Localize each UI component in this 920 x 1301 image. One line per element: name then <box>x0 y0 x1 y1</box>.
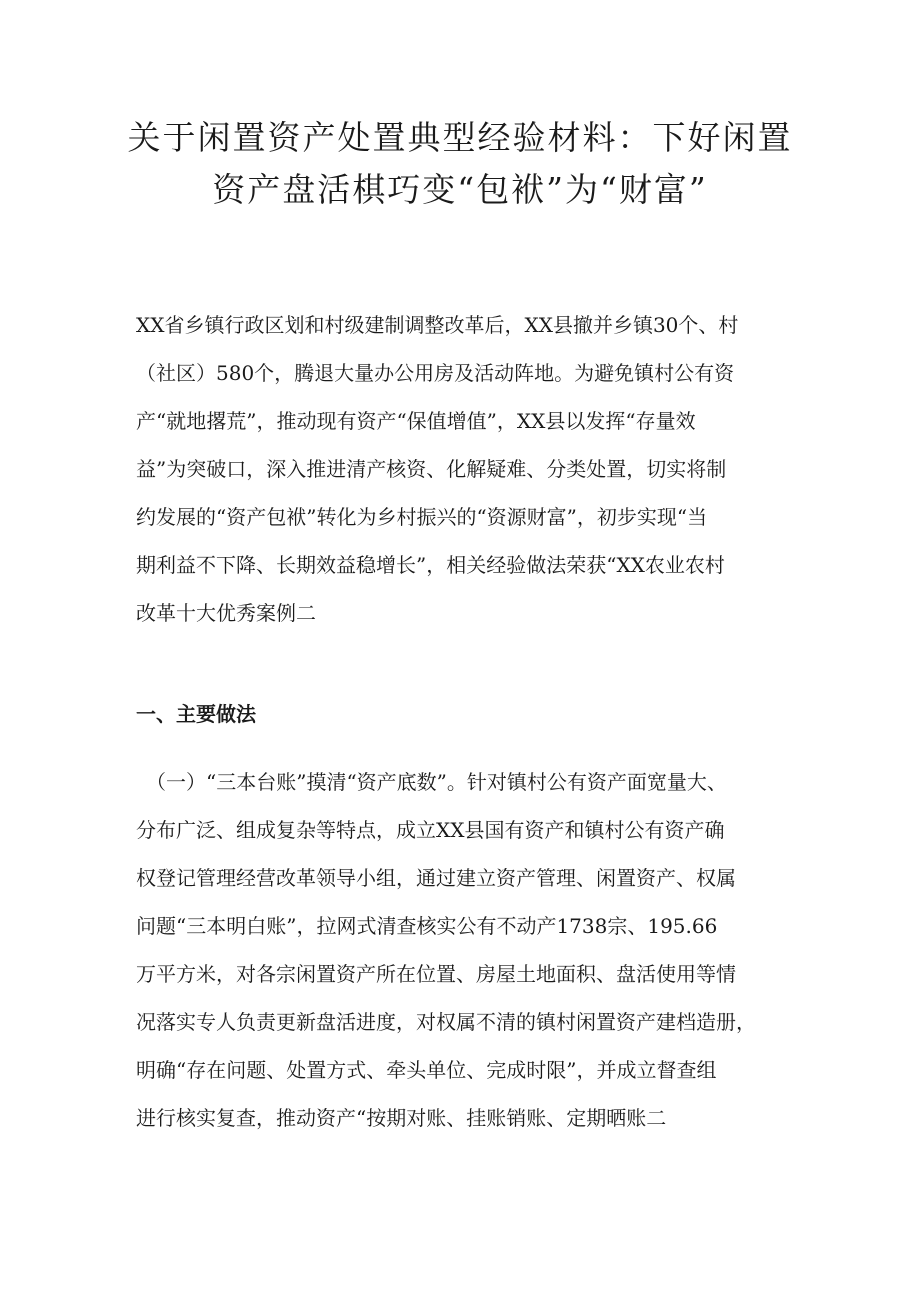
title-line-2: 资产盘活棋巧变“包袱”为“财富” <box>212 170 708 209</box>
title-line-1: 关于闲置资产处置典型经验材料：下好闲置 <box>127 118 793 157</box>
intro-line: （社区）580个，腾退大量办公用房及活动阵地。为避免镇村公有资 <box>136 361 735 385</box>
section1-line: 分布广泛、组成复杂等特点，成立XX县国有资产和镇村公有资产确 <box>136 818 725 842</box>
section1-line: 进行核实复查，推动资产“按期对账、挂账销账、定期晒账二 <box>136 1106 667 1130</box>
intro-line: XX省乡镇行政区划和村级建制调整改革后，XX县撤并乡镇30个、村 <box>136 313 739 337</box>
document-title <box>120 112 800 216</box>
intro-paragraph <box>136 301 796 637</box>
section1-line: 况落实专人负责更新盘活进度，对权属不清的镇村闲置资产建档造册， <box>136 1010 756 1034</box>
intro-line: 约发展的“资产包袱”转化为乡村振兴的“资源财富”，初步实现“当 <box>136 505 708 529</box>
section1-line: 问题“三本明白账”，拉网式清查核实公有不动产1738宗、195.66 <box>136 914 718 938</box>
section1-line: 权登记管理经营改革领导小组，通过建立资产管理、闲置资产、权属 <box>136 866 736 890</box>
section1-line: （一）“三本台账”摸清“资产底数”。针对镇村公有资产面宽量大、 <box>146 770 727 794</box>
intro-line: 改革十大优秀案例二 <box>136 601 316 625</box>
section-heading: 一、主要做法 <box>136 702 256 726</box>
section1-paragraph <box>136 758 806 1142</box>
intro-line: 期利益不下降、长期效益稳增长”，相关经验做法荣获“XX农业农村 <box>136 553 725 577</box>
section1-line: 万平方米，对各宗闲置资产所在位置、房屋土地面积、盘活使用等情 <box>136 962 736 986</box>
intro-line: 产“就地撂荒”，推动现有资产“保值增值”，XX县以发挥“存量效 <box>136 409 696 433</box>
section1-line: 明确“存在问题、处置方式、牵头单位、完成时限”，并成立督查组 <box>136 1058 717 1082</box>
intro-line: 益”为突破口，深入推进清产核资、化解疑难、分类处置，切实将制 <box>136 457 727 481</box>
